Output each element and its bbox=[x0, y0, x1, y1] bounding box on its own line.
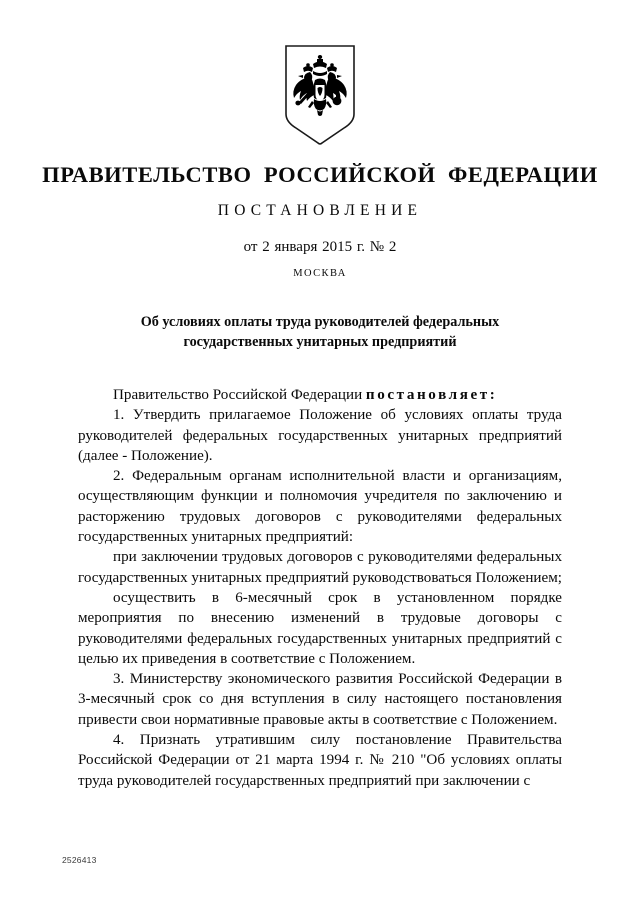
document-type-heading: ПОСТАНОВЛЕНИЕ bbox=[217, 202, 423, 219]
paragraph-item-4: 4. Признать утратившим силу постановление Правительства Российской Федерации от 21 марта 1994 г. № 210 "Об условиях оплаты труда руководителей государственных предприятий при заключении с bbox=[78, 732, 562, 789]
document-date-and-number: от 2 января 2015 г. № 2 bbox=[243, 239, 397, 255]
paragraph-item-2: 2. Федеральным органам исполнительной власти и организациям, осуществляющим функции и полномочия учредителя по заключению и расторжению трудовых договоров с руководителями федеральных государственных унитарных предприятий: bbox=[78, 468, 562, 546]
footer-document-code: 2526413 bbox=[62, 855, 97, 865]
paragraph-preamble bbox=[78, 385, 562, 405]
document-city: МОСКВА bbox=[293, 268, 347, 279]
document-subject-title: Об условиях оплаты труда руководителей федеральных государственных унитарных предприятий bbox=[140, 314, 500, 350]
russian-coat-of-arms-icon bbox=[284, 44, 356, 146]
paragraph-item-1: 1. Утвердить прилагаемое Положение об условиях оплаты труда руководителей федеральных государственных унитарных предприятий (далее - Положение). bbox=[78, 407, 562, 464]
paragraph-item-3: 3. Министерству экономического развития Российской Федерации в 3-месячный срок со дня вступления в силу настоящего постановления привести свои нормативные правовые акты в соответствие с Положением. bbox=[78, 671, 562, 728]
preamble-text: Правительство Российской Федерации bbox=[113, 387, 366, 403]
government-title: ПРАВИТЕЛЬСТВО РОССИЙСКОЙ ФЕДЕРАЦИИ bbox=[42, 162, 598, 187]
paragraph-item-2-sub-1: при заключении трудовых договоров с руководителями федеральных государственных унитарных предприятий руководствоваться Положением; bbox=[78, 549, 562, 586]
document-body bbox=[78, 385, 562, 791]
preamble-verb: постановляет: bbox=[365, 387, 498, 403]
coat-of-arms-container bbox=[0, 44, 640, 146]
paragraph-item-2-sub-2: осуществить в 6-месячный срок в установленном порядке мероприятия по внесению изменений в трудовые договоры с руководителями федеральных государственных унитарных предприятий с целью их приведения в соответствие с Положением. bbox=[78, 589, 562, 667]
